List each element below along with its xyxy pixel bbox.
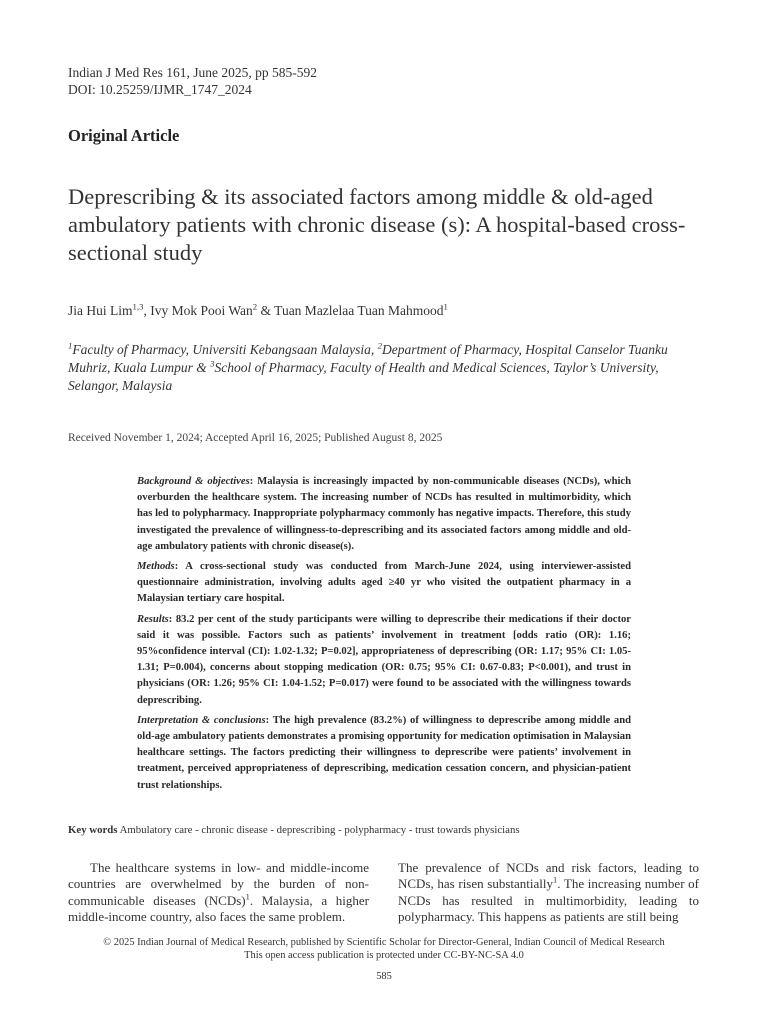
author-affil-sup: 1,3 (132, 301, 144, 312)
body-column-right (398, 860, 699, 925)
body-paragraph (68, 860, 369, 925)
author-name: Ivy Mok Pooi Wan (150, 303, 253, 318)
body-column-left (68, 860, 369, 925)
author-separator: & (257, 303, 275, 318)
license-line: This open access publication is protected under CC-BY-NC-SA 4.0 (244, 949, 524, 961)
body-paragraph (398, 860, 699, 925)
body-text: . The increasing number of NCDs has resulted in multimorbidity, leading to polypharmacy. This happens as patients are still being (398, 876, 699, 924)
keywords-text: Ambulatory care - chronic disease - deprescribing - polypharmacy - trust towards physicians (117, 824, 520, 836)
affil-sup: 3 (210, 358, 215, 369)
keywords-label: Key words (68, 824, 118, 836)
abstract-conclusions (137, 713, 631, 794)
doi[interactable]: DOI: 10.25259/IJMR_1747_2024 (68, 82, 252, 97)
abstract-text: : 83.2 per cent of the study participants were willing to deprescribe their medications if their doctor said it was possible. Factors such as patients’ involvement in treatment [odds ratio (OR): 1.16; 95%confidence interval (CI): 1.02-1.32; P=0.02], appropriateness of deprescribing (OR: 1.17; 95% CI: 1.05-1.31; P=0.004), concerns about stopping medication (OR: 0.75; 95% CI: 0.67-0.83; P<0.001), and trust in physicians (OR: 1.26; 95% CI: 1.04-1.52; P=0.017) were found to be associated with the willingness towards deprescribing. (137, 613, 631, 706)
abstract-label: Methods (137, 561, 175, 573)
affiliation-text: Department of Pharmacy, Hospital Canselor Tuanku Muhriz, Kuala Lumpur & (68, 342, 668, 375)
abstract-methods (137, 559, 631, 608)
copyright-line: © 2025 Indian Journal of Medical Research, published by Scientific Scholar for Director-General, Indian Council of Medical Research (103, 937, 665, 948)
author-separator: , (143, 303, 151, 318)
affiliation-text: Faculty of Pharmacy, Universiti Kebangsaan Malaysia, (72, 342, 378, 357)
journal-citation: Indian J Med Res 161, June 2025, pp 585-592 (68, 65, 317, 80)
copyright-footer (0, 937, 768, 962)
article-type: Original Article (68, 126, 180, 145)
affil-sup: 1 (68, 340, 73, 351)
article-title: Deprescribing & its associated factors among middle & old-aged ambulatory patients with chronic disease (s): A hospital-based cross-sectional study (68, 184, 686, 265)
author-list (68, 303, 448, 319)
abstract-text: : A cross-sectional study was conducted from March-June 2024, using interviewer-assisted questionnaire administration, involving adults aged ≥40 yr who visited the outpatient pharmacy in a Malaysian tertiary care hospital. (137, 561, 631, 605)
abstract (137, 474, 631, 798)
citation-sup[interactable]: 1 (553, 874, 558, 885)
abstract-text: : The high prevalence (83.2%) of willingness to deprescribe among middle and old-age ambulatory patients demonstrates a promising opportunity for medication optimisation in Malaysian healthcare settings. The factors predicting their willingness to deprescribe were patients’ involvement in treatment, perceived appropriateness of deprescribing, medication cessation concern, and physician-patient trust relationships. (137, 714, 631, 791)
page-number: 585 (376, 971, 392, 982)
author-affil-sup: 1 (443, 301, 448, 312)
body-text: The healthcare systems in low- and middle-income countries are overwhelmed by the burden of non-communicable diseases (NCDs) (68, 860, 369, 908)
citation-sup[interactable]: 1 (245, 891, 250, 902)
abstract-label: Background & objectives (137, 476, 250, 487)
body-text: The prevalence of NCDs and risk factors, leading to NCDs, has risen substantially (398, 860, 699, 892)
keywords (68, 824, 520, 836)
abstract-text: : Malaysia is increasingly impacted by non-communicable diseases (NCDs), which overburden the healthcare system. The increasing number of NCDs has resulted in multimorbidity, which has led to polypharmacy. Inappropriate polypharmacy commonly has negative impacts. Therefore, this study investigated the prevalence of willingness-to-deprescribing and its associated factors among middle and old-age ambulatory patients with chronic disease(s). (137, 476, 631, 552)
affil-sup: 2 (377, 340, 382, 351)
affiliations (68, 341, 698, 395)
author-name: Jia Hui Lim (68, 303, 133, 318)
abstract-label: Results (137, 613, 169, 625)
abstract-label: Interpretation & conclusions (137, 714, 266, 726)
author-affil-sup: 2 (252, 301, 258, 312)
abstract-results (137, 612, 631, 709)
author-name: Tuan Mazlelaa Tuan Mahmood (274, 303, 444, 318)
journal-header (68, 64, 317, 98)
abstract-background (137, 474, 631, 555)
publication-dates: Received November 1, 2024; Accepted April 16, 2025; Published August 8, 2025 (68, 432, 443, 444)
affiliation-text: School of Pharmacy, Faculty of Health and Medical Sciences, Taylor’s University, Selangor, Malaysia (68, 360, 659, 393)
body-text: . Malaysia, a higher middle-income country, also faces the same problem. (68, 892, 369, 924)
